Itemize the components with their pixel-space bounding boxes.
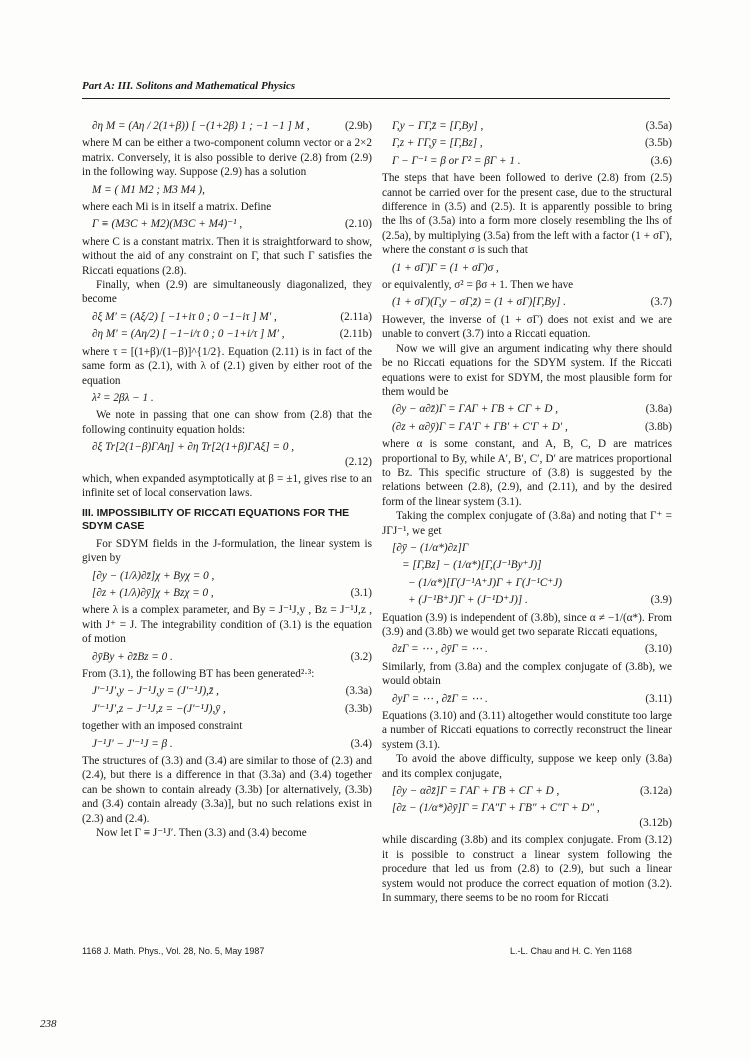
equation: J⁻¹J′ − J′⁻¹J = β . (3.4): [92, 737, 372, 750]
footer-authors: L.-L. Chau and H. C. Yen 1168: [510, 946, 632, 956]
paragraph: The structures of (3.3) and (3.4) are similar to those of (2.3) and (2.4), but there is a difference in that (3.3a) and (3.4) together can be shown to contain already (3.3b) [or alternatively, (3.3b) and (3.4) contain already (3.3a)], but no such relations exist in (2.3) and (2.4).: [82, 755, 372, 825]
paragraph: where each Mi is in itself a matrix. Define: [82, 201, 272, 214]
paragraph: For SDYM fields in the J-formulation, the linear system is given by: [82, 537, 372, 565]
paragraph: Now let Γ ≡ J⁻¹J′. Then (3.3) and (3.4) become: [96, 827, 307, 840]
equation: Γ − Γ⁻¹ = β or Γ² = βΓ + 1 . (3.6): [392, 154, 672, 167]
equation: ∂η M′ = (Aη/2) [ −1−i/τ 0 ; 0 −1+i/τ ] M′ , (2.11b): [92, 328, 372, 341]
equation: Γ,z + ΓΓ,ȳ = [Γ,Bz] , (3.5b): [392, 137, 672, 150]
equation: (1 + σΓ)Γ = (1 + σΓ)σ ,: [392, 261, 499, 274]
equation: (∂z + α∂ȳ)Γ = ΓA′Γ + ΓB′ + C′Γ + D′ , (3.8b): [392, 420, 672, 433]
header-rule: [82, 98, 670, 99]
paragraph: together with an imposed constraint: [82, 720, 243, 733]
paragraph: Similarly, from (3.8a) and the complex conjugate of (3.8b), we would obtain: [382, 660, 672, 688]
equation-number: (2.12): [344, 455, 372, 468]
equation: [∂ȳ − (1/α*)∂z]Γ: [392, 541, 469, 554]
paragraph: However, the inverse of (1 + σΓ) does not exist and we are unable to convert (3.7) into a Riccati equation.: [382, 313, 672, 341]
equation: ∂ξ Tr[2(1−β)ΓAη] + ∂η Tr[2(1+β)ΓAξ] = 0 ,: [92, 441, 295, 454]
paragraph: The steps that have been followed to derive (2.8) from (2.5) cannot be carried over for the present case, due to the structural difference in (3.5) and (2.5). It is apparently possible to bring the lhs of (3.5a) into a form more closely resembling the lhs of (2.5a), by multiplying (3.5a) from the left with a factor (1 + σΓ), where the constant σ is such that: [382, 172, 672, 257]
paragraph: where τ = [(1+β)/(1−β)]^{1/2}. Equation (2.11) is in fact of the same form as (2.1), with λ of (2.1) given by either root of the equation: [82, 345, 372, 387]
paragraph: which, when expanded asymptotically at β = ±1, gives rise to an infinite set of local conservation laws.: [82, 472, 372, 500]
left-column: [82, 116, 372, 840]
equation: [∂z − (1/α*)∂ȳ]Γ = ΓA″Γ + ΓB″ + C″Γ + D″ ,: [392, 802, 600, 815]
paragraph: We note in passing that one can show from (2.8) that the following continuity equation holds:: [82, 409, 372, 436]
equation: ∂ȳBy + ∂z̄Bz = 0 . (3.2): [92, 650, 372, 663]
right-column: [382, 116, 672, 905]
equation: ∂η M = (Aη / 2(1+β)) [ −(1+2β) 1 ; −1 −1 ] M , (2.9b): [92, 120, 372, 132]
paragraph: Taking the complex conjugate of (3.8a) and noting that Γ⁺ = JΓJ⁻¹, we get: [382, 510, 672, 537]
paragraph: Now we will give an argument indicating why there should be no Riccati equations for the SDYM system. If the Riccati equations were to exist for SDYM, the most plausible form for them would be: [382, 342, 672, 398]
paragraph: while discarding (3.8b) and its complex conjugate. From (3.12) it is possible to construct a linear system following the procedure that led us from (2.8) to (2.9), but such a linear system would not produce the correct equation of motion (3.2). In summary, there seems to be no room for Riccati: [382, 834, 672, 904]
paragraph: where M can be either a two-component column vector or a 2×2 matrix. Conversely, it is also possible to derive (2.8) from (2.9) in the following way. Suppose (2.9) has a solution: [82, 137, 372, 179]
equation: (1 + σΓ)(Γ,y − σΓ,z̄) = (1 + σΓ)[Γ,By] . (3.7): [392, 296, 672, 309]
running-title: Part A: III. Solitons and Mathematical Physics: [82, 80, 296, 92]
paragraph: Equation (3.9) is independent of (3.8b), since α ≠ −1/(α*). From (3.9) and (3.8b) we would get two separate Riccati equations,: [382, 611, 672, 638]
footer-journal: 1168 J. Math. Phys., Vol. 28, No. 5, May 1987: [82, 946, 265, 956]
equation: Γ,y − ΓΓ,z̄ = [Γ,By] , (3.5a): [392, 120, 672, 132]
equation: λ² = 2βλ − 1 .: [92, 391, 154, 404]
equation: − (1/α*)[Γ(J⁻¹A⁺J)Γ + Γ(J⁻¹C⁺J): [408, 576, 562, 589]
paragraph: where λ is a complex parameter, and By = J⁻¹J,y , Bz = J⁻¹J,z , with J⁺ = J. The integrability condition of (3.1) is the equation of motion: [82, 604, 372, 646]
paragraph: where C is a constant matrix. Then it is straightforward to show, without the aid of any constraint on Γ, that such Γ satisfies the Riccati equations (2.8).: [82, 235, 372, 277]
equation: M = ( M1 M2 ; M3 M4 ),: [92, 183, 205, 196]
paragraph: Finally, when (2.9) are simultaneously diagonalized, they become: [82, 279, 372, 306]
equation: [∂z + (1/λ)∂ȳ]χ + Bzχ = 0 , (3.1): [92, 586, 372, 599]
equation: J′⁻¹J′,y − J⁻¹J,y = (J′⁻¹J),z̄ , (3.3a): [92, 685, 372, 698]
equation: ∂ξ M′ = (Aξ/2) [ −1+iτ 0 ; 0 −1−iτ ] M′ , (2.11a): [92, 310, 372, 323]
equation: = [Γ,Bz] − (1/α*)[Γ,(J⁻¹By⁺J)]: [402, 559, 542, 572]
section-heading: III. IMPOSSIBILITY OF RICCATI EQUATIONS FOR THE SDYM CASE: [82, 506, 350, 532]
equation-number: (3.12b): [639, 816, 672, 829]
equation: (∂y − α∂z̄)Γ = ΓAΓ + ΓB + CΓ + D , (3.8a): [392, 403, 672, 416]
equation: ∂zΓ = ⋯ , ∂ȳΓ = ⋯ . (3.10): [392, 643, 672, 656]
paragraph: From (3.1), the following BT has been generated²·³:: [82, 668, 315, 680]
paragraph: or equivalently, σ² = βσ + 1. Then we have: [382, 279, 574, 292]
paragraph: where α is some constant, and A, B, C, D are matrices proportional to By, while A′, B′, C′, D′ are matrices proportional to Bz. This specific structure of (3.8) is suggested by the relations between (2.8), (2.9), and (2.11), and by the desired form of the linear system (3.1).: [382, 438, 672, 508]
paragraph: To avoid the above difficulty, suppose we keep only (3.8a) and its complex conjugate,: [382, 753, 672, 780]
equation: J′⁻¹J′,z − J⁻¹J,z = −(J′⁻¹J),ȳ , (3.3b): [92, 702, 372, 715]
equation: [∂y − α∂z̄]Γ = ΓAΓ + ΓB + CΓ + D , (3.12a): [392, 785, 672, 798]
equation: [∂y − (1/λ)∂z̄]χ + Byχ = 0 ,: [92, 569, 215, 582]
equation: + (J⁻¹B⁺J)Γ + (J⁻¹D⁺J)] . (3.9): [408, 594, 672, 607]
equation: ∂yΓ = ⋯ , ∂z̄Γ = ⋯ . (3.11): [392, 692, 672, 705]
page-number: 238: [40, 1018, 57, 1030]
equation: Γ ≡ (M3C + M2)(M3C + M4)⁻¹ , (2.10): [92, 218, 372, 231]
paragraph: Equations (3.10) and (3.11) altogether would constitute too large a number of Riccati equations to correctly reconstruct the linear system (3.1).: [382, 710, 672, 751]
